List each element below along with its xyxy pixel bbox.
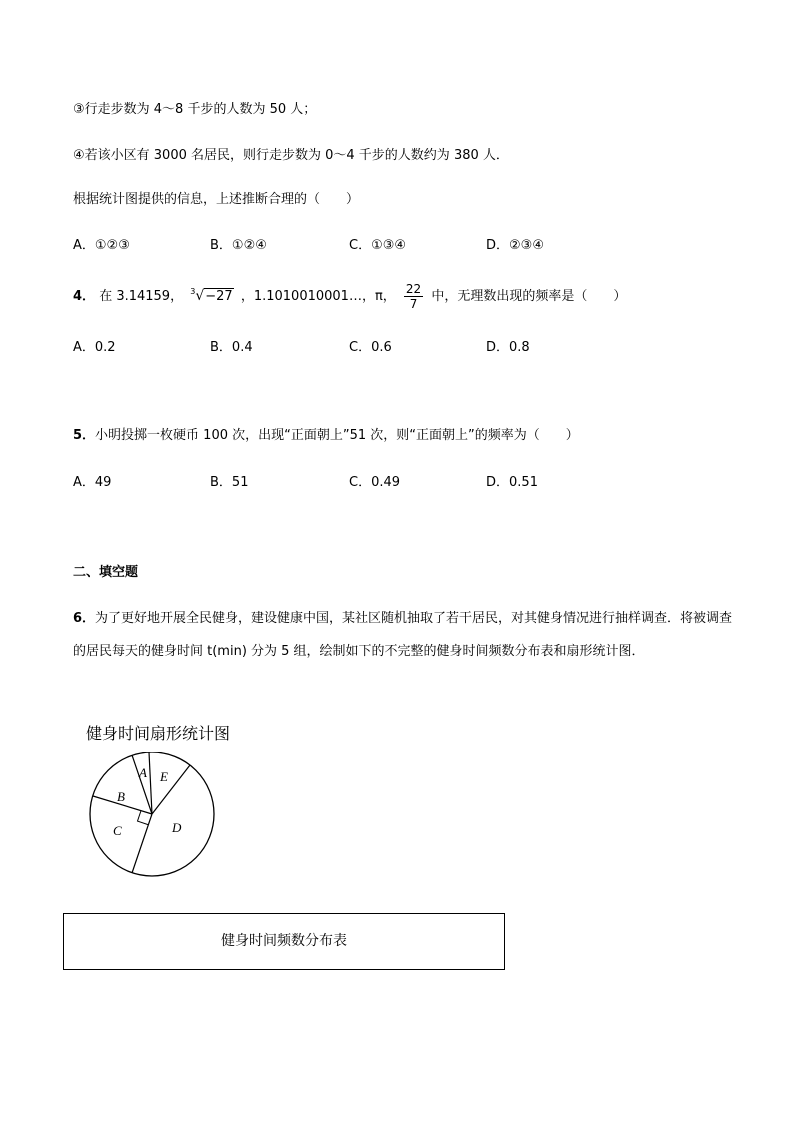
- q5-stem: [73, 426, 579, 446]
- pie-chart-title: 健身时间扇形统计图: [86, 724, 231, 743]
- frequency-table-title: 健身时间频数分布表: [221, 933, 347, 949]
- q5-option-c[interactable]: C．0.49: [349, 475, 401, 490]
- q4-option-a[interactable]: A．0.2: [73, 340, 116, 355]
- pie-chart: [86, 752, 220, 878]
- q6-text: 为了更好地开展全民健身，建设健康中国，某社区随机抽取了若干居民，对其健身情况进行抽样调查．将被调查的居民每天的健身时间 t(min) 分为 5 组，绘制如下的不完整的健身时间频数分布表和扇形统计图．: [73, 611, 733, 659]
- pie-label-d: D: [172, 820, 182, 835]
- q6-stem: [73, 602, 733, 668]
- cube-root-expression: $^3$√−27: [190, 287, 233, 304]
- q5-option-a[interactable]: A．49: [73, 475, 112, 490]
- pie-divider-ed: [152, 765, 190, 814]
- q4-text-pre: 在 3.14159，: [99, 289, 184, 304]
- q5-option-d[interactable]: D．0.51: [486, 475, 538, 490]
- q3-option-a[interactable]: A．①②③: [73, 238, 130, 253]
- fraction-expression: $\frac{22}{7}$: [405, 282, 422, 311]
- q3-statement-4: ④若该小区有 3000 名居民，则行走步数为 0～4 千步的人数约为 380 人．: [73, 148, 509, 163]
- q5-option-b[interactable]: B．51: [210, 475, 249, 490]
- q4-option-b[interactable]: B．0.4: [210, 340, 253, 355]
- q3-option-c[interactable]: C．①③④: [349, 238, 407, 253]
- q3-option-b[interactable]: B．①②④: [210, 238, 267, 253]
- q4-option-d[interactable]: D．0.8: [486, 340, 530, 355]
- q5-number: 5．: [73, 428, 96, 443]
- q4-stem: [73, 280, 626, 314]
- q4-text-post: 中，无理数出现的频率是（ ）: [431, 289, 627, 304]
- pie-label-e: E: [160, 769, 168, 784]
- section-title-fill-in: 二、填空题: [73, 565, 139, 580]
- frequency-table: [63, 913, 505, 970]
- q4-option-c[interactable]: C．0.6: [349, 340, 392, 355]
- q5-text: 小明投掷一枚硬币 100 次，出现“正面朝上”51 次，则“正面朝上”的频率为（ ）: [95, 428, 579, 443]
- q3-option-d[interactable]: D．②③④: [486, 238, 544, 253]
- pie-label-c: C: [113, 823, 122, 838]
- q4-number: 4．: [73, 289, 96, 304]
- pie-label-b: B: [117, 789, 125, 804]
- q3-prompt: 根据统计图提供的信息，上述推断合理的（ ）: [73, 192, 360, 207]
- q3-statement-3: ③行走步数为 4～8 千步的人数为 50 人；: [73, 102, 317, 117]
- q6-number: 6．: [73, 611, 96, 626]
- pie-label-a: A: [139, 765, 147, 780]
- q4-text-mid: ，1.1010010001…，π，: [240, 289, 396, 304]
